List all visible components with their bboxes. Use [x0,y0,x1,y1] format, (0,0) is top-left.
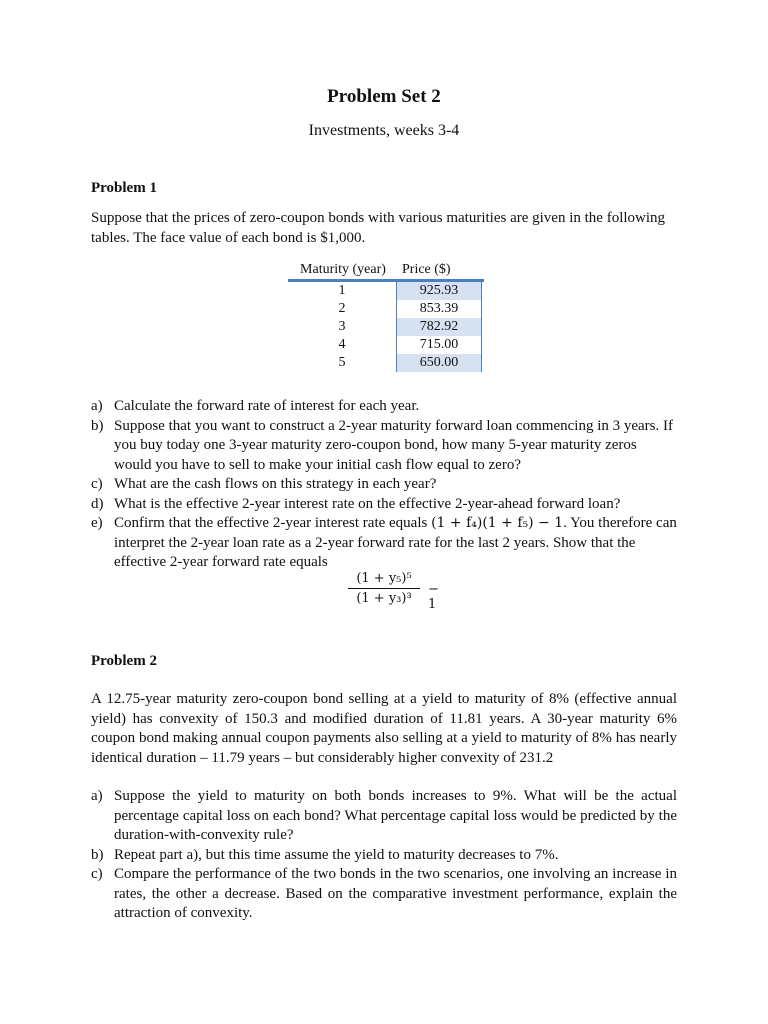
question-text: Repeat part a), but this time assume the yield to maturity decreases to 7%. [114,846,559,863]
table-header-row [288,261,484,279]
question-label: c) [91,476,103,492]
question-text: What are the cash flows on this strategy in each year? [114,476,437,492]
table-row [288,336,484,354]
maturity-cell: 1 [338,283,346,298]
problem-1-intro: Suppose that the prices of zero-coupon bonds with various maturities are given in the following tables. The face value of each bond is $1,000. [91,210,666,246]
fraction-tail: − 1 [428,582,439,612]
question-label: b) [91,417,104,434]
fraction-bar [348,588,420,589]
question-label: a) [91,398,103,414]
forward-rate-formula: (1 + f₄)(1 + f₅) − 1 [431,515,564,531]
column-header-price: Price ($) [402,262,451,277]
question-label: a) [91,788,103,804]
question-text: Suppose that you want to construct a 2-year maturity forward loan commencing in 3 years. If you buy today one 3-year maturity zero-coupon bond, how many 5-year maturity zeros would you have to sell to make your initial cash flow equal to zero? [114,417,674,473]
price-cell: 853.39 [396,300,482,318]
table-row [288,282,484,300]
question-text: What is the effective 2-year interest rate on the effective 2-year-ahead forward loan? [114,495,621,512]
page-title: Problem Set 2 [327,86,441,107]
table-row [288,318,484,336]
bond-price-table [288,261,484,372]
column-header-maturity: Maturity (year) [300,262,386,277]
question-text [114,514,677,573]
question-label: b) [91,846,104,863]
forward-rate-fraction [348,571,439,612]
list-item [91,475,677,495]
list-item [91,417,677,476]
list-item [91,865,677,924]
question-text-before: Confirm that the effective 2-year interest rate equals [114,515,428,531]
question-label: d) [91,495,104,512]
question-text: Compare the performance of the two bonds in the two scenarios, one involving an increase in rates, the other a decrease. Based on the comparative investment performance, explain the attraction of convexity. [114,866,677,921]
list-item [91,846,677,866]
list-item [91,397,677,417]
question-text-after: . You therefore can interpret the 2-year loan rate as a 2-year forward rate for the last 2 years. Show that the effective 2-year forward rate equals [114,515,677,570]
fraction-denominator: (1 + y₃)³ [356,591,412,606]
problem-2-intro: A 12.75-year maturity zero-coupon bond selling at a yield to maturity of 8% (effective annual yield) has convexity of 150.3 and modified duration of 11.81 years. A 30-year maturity 6% coupon bond making annual coupon payments also selling at a yield to maturity of 8% has nearly identical duration – 11.79 years – but considerably higher convexity of 231.2 [91,691,677,766]
page-subtitle: Investments, weeks 3-4 [308,122,460,139]
list-item [91,787,677,846]
maturity-cell: 2 [338,301,346,316]
question-text: Suppose the yield to maturity on both bonds increases to 9%. What will be the actual percentage capital loss on each bond? What percentage capital loss would be predicted by the duration-with-convexity rule? [114,788,677,843]
price-cell: 715.00 [396,336,482,354]
question-label: e) [91,515,103,531]
problem-1-questions [91,397,677,573]
maturity-cell: 3 [338,319,346,334]
problem-2-heading: Problem 2 [91,653,157,669]
problem-1-heading: Problem 1 [91,180,157,196]
maturity-cell: 5 [338,355,346,370]
table-row [288,354,484,372]
problem-2-questions [91,787,677,924]
list-item [91,514,677,573]
fraction-numerator: (1 + y₅)⁵ [356,571,412,586]
table-row [288,300,484,318]
price-cell: 782.92 [396,318,482,336]
price-cell: 925.93 [396,282,482,300]
maturity-cell: 4 [338,337,346,352]
list-item [91,495,677,515]
question-label: c) [91,866,103,882]
price-cell: 650.00 [396,354,482,372]
question-text: Calculate the forward rate of interest for each year. [114,398,420,414]
